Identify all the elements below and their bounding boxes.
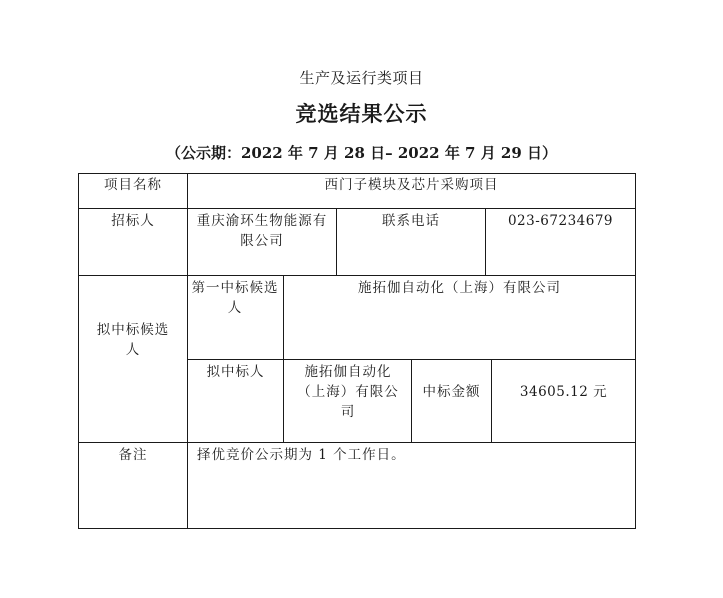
col-divider-candidate — [283, 275, 284, 443]
tenderer-value: 重庆渝环生物能源有限公司 — [196, 213, 328, 249]
table-border-top — [78, 173, 636, 174]
remarks-label: 备注 — [118, 447, 148, 463]
tenderer-label: 招标人 — [111, 213, 155, 229]
contact-phone-value: 023-67234679 — [507, 213, 614, 229]
document-title: 竞选结果公示 — [295, 101, 428, 126]
proposed-candidate-label: 拟中标候选人 — [96, 322, 170, 358]
table-border-bottom — [78, 528, 636, 529]
col-divider-label — [187, 173, 188, 529]
row-divider-4 — [78, 442, 636, 443]
remarks-value: 择优竞价公示期为 1 个工作日。 — [197, 447, 406, 463]
project-name-value: 西门子模块及芯片采购项目 — [324, 177, 499, 193]
table-border-right — [635, 173, 636, 529]
row-divider-2 — [78, 275, 636, 276]
proposed-winner-label: 拟中标人 — [206, 364, 265, 380]
first-candidate-label: 第一中标候选人 — [191, 280, 279, 316]
proposed-winner-value: 施拓伽自动化（上海）有限公司 — [297, 364, 399, 420]
project-name-label: 项目名称 — [104, 177, 162, 193]
bid-amount-value: 34605.12 元 — [519, 384, 608, 400]
bid-amount-label: 中标金额 — [422, 384, 481, 400]
first-candidate-value: 施拓伽自动化（上海）有限公司 — [358, 280, 561, 296]
publicity-period: （公示期：2022 年 7 月 28 日– 2022 年 7 月 29 日） — [165, 144, 558, 162]
row-divider-1 — [78, 208, 636, 209]
document-subtitle: 生产及运行类项目 — [299, 69, 424, 87]
contact-phone-label: 联系电话 — [382, 213, 440, 229]
